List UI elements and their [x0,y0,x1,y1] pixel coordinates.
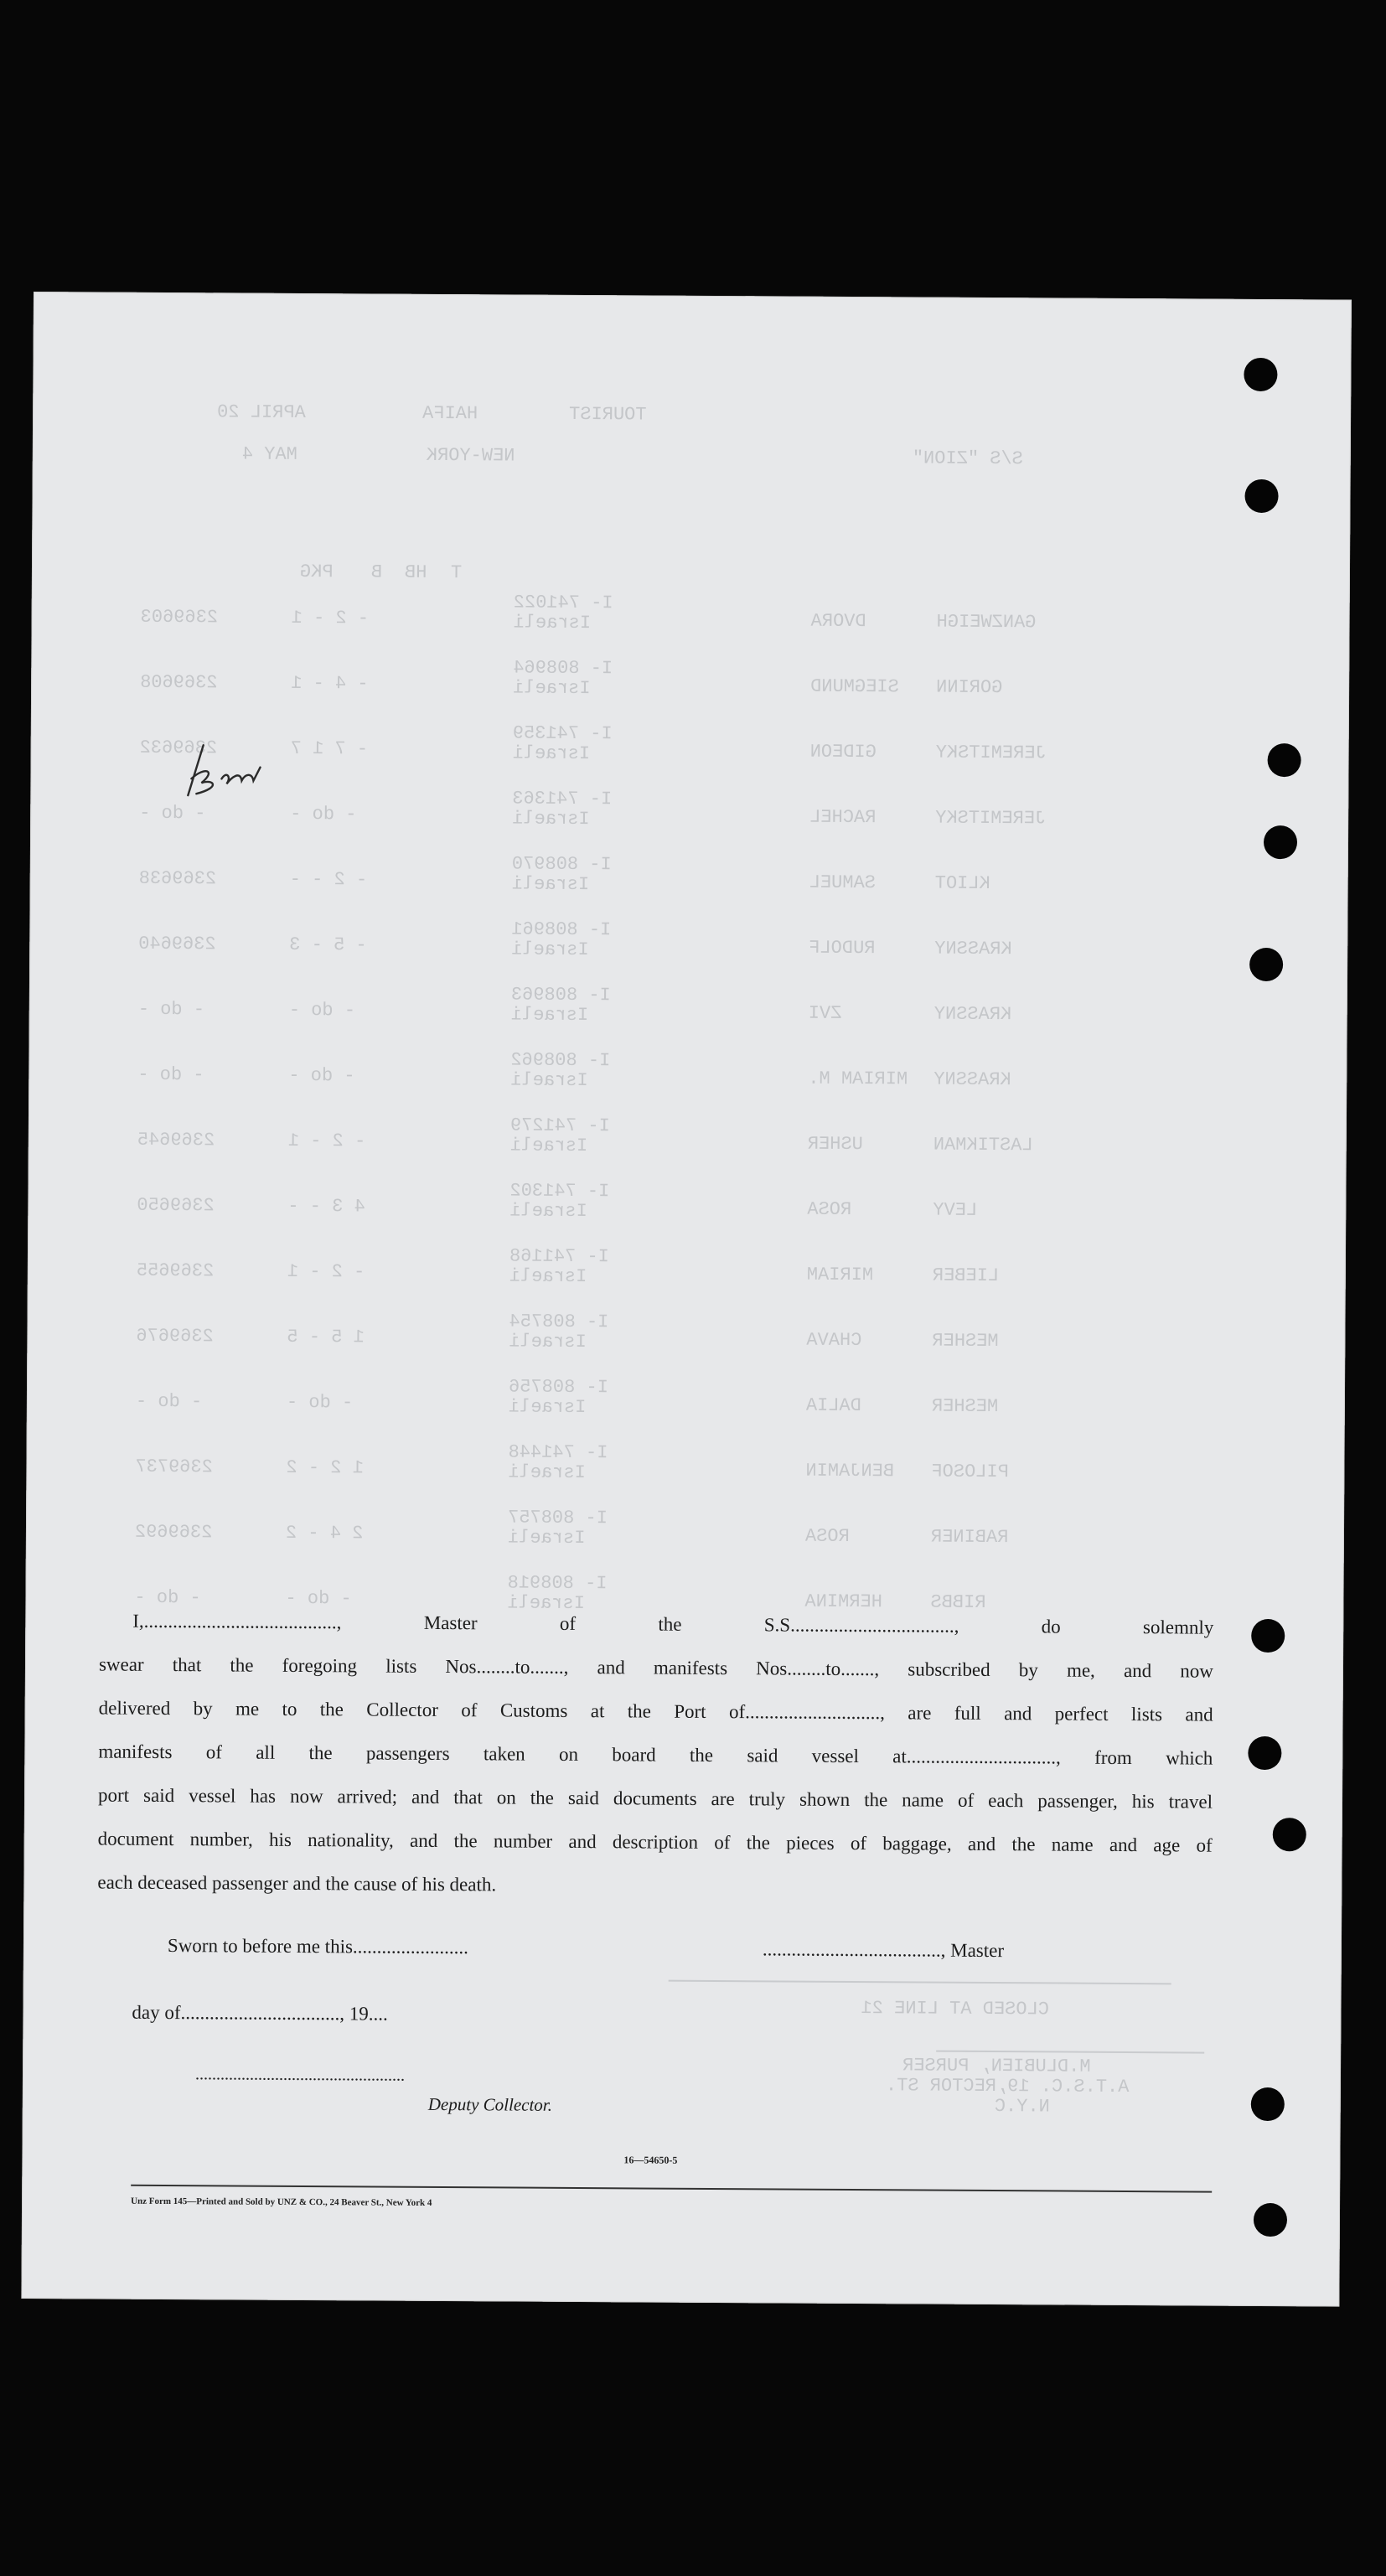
bleed-baggage: - 4 - 1 [291,672,369,695]
bleed-doc: I- 741359 [512,722,613,745]
bleed-header: MAY 4 [241,443,297,465]
bleed-number: 2369737 [135,1456,213,1478]
bleed-surname: RABINER [930,1526,1009,1549]
bleed-doc: I- 741448 [508,1441,608,1464]
bleed-number: 2369645 [137,1129,215,1151]
bleed-given: ROSA [804,1525,850,1547]
bleed-nat: Israeli [509,1135,588,1157]
bleed-nat: Israeli [511,939,589,961]
bleed-closing: CLOSED AT LINE 21 [861,1998,1050,2020]
binder-hole [1244,358,1277,391]
bleed-number: 2369632 [139,737,218,759]
oath-line: port said vessel has now arrived; and that on the said documents are truly shown the name of each passenger, his travel [97,1784,1213,1813]
bleed-column: HB [404,561,427,583]
bleed-number: - do - [135,1390,203,1413]
binder-hole [1267,743,1301,777]
bleed-given: BENJAMIN [805,1460,895,1482]
manifest-page [21,292,1352,2307]
bleed-surname: PILOSOF [931,1461,1009,1483]
binder-hole [1244,479,1278,513]
bleed-given: USHER [807,1133,863,1156]
footer-imprint: Unz Form 145—Printed and Sold by UNZ & CO., 24 Beaver St., New York 4 [131,2196,432,2208]
bleed-surname: RIBBS [930,1591,986,1613]
bleed-baggage: - 2 - 1 [291,607,370,629]
bleed-baggage: - 7 1 7 [290,737,369,760]
bleed-nat: Israeli [509,1331,587,1353]
bleed-surname: KLIOT [934,872,990,894]
binder-hole [1251,2087,1285,2121]
bleed-given: RUDOLF [809,937,876,960]
bleed-number: 2369638 [138,867,217,890]
deputy-collector-label: Deputy Collector. [427,2093,553,2115]
form-number: 16—54650-5 [623,2154,678,2166]
bleed-closing: A.T.S.C. 19,RECTOR ST. [885,2075,1130,2098]
bleed-surname: KRASSNY [933,1068,1011,1091]
bleed-number: 2369650 [137,1194,215,1217]
bleed-nat: Israeli [512,742,591,765]
oath-paragraph [97,1600,1213,1911]
bleed-rule [936,2051,1204,2054]
bleed-doc: I- 808754 [509,1311,609,1333]
bleed-nat: Israeli [507,1527,586,1549]
bleed-baggage: - do - [288,1064,355,1087]
bleed-nat: Israeli [512,808,590,830]
bleed-number: 2369640 [138,933,216,955]
bleed-surname: LIEBER [932,1265,1000,1287]
bleed-baggage: 2 4 - 2 [285,1522,364,1544]
bleed-surname: LEVY [933,1199,978,1221]
bleed-doc: I- 741168 [509,1245,609,1268]
oath-line: delivered by me to the Collector of Customs at the Port of............................, are full and perfect lists and [98,1697,1213,1725]
bleed-surname: KRASSNY [934,938,1012,960]
bleed-closing: N.Y.C [994,2096,1050,2118]
bleed-nat: Israeli [509,1265,587,1288]
bleed-column: PKG [299,561,334,583]
bleed-nat: Israeli [508,1461,586,1484]
bleed-rule [669,1980,1171,1985]
bleed-surname: MESHER [932,1330,999,1353]
bleed-doc: I- 808963 [510,984,611,1006]
bleed-header: HAIFA [422,402,478,425]
bleed-nat: Israeli [513,612,592,634]
bleed-baggage: - do - [288,999,356,1022]
bleed-nat: Israeli [509,1200,587,1223]
handwritten-signature [179,737,272,804]
bleed-number: 2369676 [136,1325,214,1347]
bleed-doc: I- 808756 [508,1376,608,1399]
bleed-baggage: - 2 - 1 [287,1260,365,1283]
bleed-doc: I- 808757 [507,1507,608,1529]
bleed-closing: M.DLUBIEN, PURSER [902,2055,1091,2077]
bleed-number: 2369692 [134,1521,213,1544]
bleed-doc: I- 741363 [512,788,613,810]
bleed-baggage: 1 2 - 2 [286,1456,364,1479]
bleed-baggage: - do - [290,803,357,825]
bleed-doc: I- 808918 [507,1572,608,1595]
oath-line: swear that the foregoing lists Nos........to......., and manifests Nos........to......., subscribed by me, and now [98,1653,1214,1682]
bleed-number: 2369608 [140,671,218,694]
bleed-nat: Israeli [507,1592,585,1615]
bleed-given: MIRIAM M. [808,1068,908,1090]
bleed-nat: Israeli [513,677,591,700]
bleed-header: S/S "ZION" [912,447,1023,470]
oath-line: I,........................................, Master of the S.S.................................., do solemnly [132,1610,1214,1638]
bleed-surname: KRASSNY [933,1003,1012,1026]
bleed-baggage: - 5 - 3 [289,934,367,956]
binder-hole [1264,825,1297,859]
bleed-given: RACHEL [809,806,877,829]
bleed-surname: JEREMITSKY [935,742,1047,764]
bleed-header: TOURIST [569,403,647,426]
bleed-surname: JEREMITSKY [935,807,1047,830]
bleed-number: - do - [134,1586,201,1609]
bleed-doc: I- 741279 [509,1115,610,1137]
bleed-number: 2369655 [136,1260,215,1282]
bleed-surname: LASTIKMAN [933,1134,1033,1156]
bleed-surname: GORINN [936,676,1003,699]
bleed-given: SAMUEL [809,872,877,894]
bleed-baggage: - do - [285,1587,352,1610]
bleed-surname: MESHER [931,1395,999,1418]
bleed-nat: Israeli [510,1004,589,1027]
bleed-surname: GANZWEIGH [936,611,1037,634]
bleed-doc: I- 808970 [511,853,612,876]
bleed-given: HERMINA [804,1591,882,1613]
binder-hole [1248,1736,1281,1770]
oath-line: document number, his nationality, and the number and description of the pieces of baggage, and the name and age of [97,1828,1213,1856]
deputy-dots: .................................................. [194,2065,406,2085]
master-signature-line: ....................................., Master [762,1938,1005,1962]
bleed-doc: I- 808964 [513,657,613,680]
bleed-column: T [450,562,463,584]
bleed-given: MIRIAM [806,1264,874,1286]
bleed-given: DALIA [805,1394,861,1417]
bleed-baggage: - 2 - 1 [287,1130,366,1152]
bleed-given: ZVI [808,1002,842,1024]
bleed-doc: I- 808962 [510,1049,611,1072]
bleed-doc: I- 741302 [509,1180,610,1203]
binder-hole [1249,948,1283,981]
bleed-number: - do - [139,802,206,825]
bleed-number: 2369603 [140,606,219,628]
bleed-nat: Israeli [508,1396,587,1419]
oath-line: manifests of all the passengers taken on board the said vessel at..............................., from which [98,1741,1213,1769]
oath-line: each deceased passenger and the cause of his death. [97,1871,497,1896]
bleed-given: GIDEON [809,741,877,763]
bleed-given: ROSA [807,1198,852,1220]
bleed-doc: I- 741022 [513,592,613,614]
bleed-number: - do - [137,998,205,1021]
sworn-line: Sworn to before me this........................ [167,1935,469,1958]
bleed-baggage: 1 5 - 5 [287,1326,365,1348]
bleed-baggage: 4 3 - - [287,1195,365,1218]
footer-rule [131,2185,1212,2193]
bleed-given: DVORA [810,610,866,633]
bleed-given: CHAVA [806,1329,862,1352]
bleed-header: NEW-YORK [426,444,515,467]
bleed-number: - do - [137,1063,204,1086]
bleed-column: B [370,561,383,583]
bleed-baggage: - do - [286,1391,354,1414]
bleed-nat: Israeli [510,1069,588,1092]
bleed-baggage: - 2 - - [289,868,368,891]
day-of-line: day of................................., 19.... [132,2001,388,2025]
binder-hole [1254,2203,1287,2237]
bleed-header: APRIL 20 [217,401,306,423]
binder-hole [1273,1818,1306,1851]
bleed-given: SIEGMUND [810,675,899,698]
binder-hole [1251,1619,1285,1653]
bleed-nat: Israeli [511,873,590,896]
bleed-doc: I- 808961 [511,918,612,941]
